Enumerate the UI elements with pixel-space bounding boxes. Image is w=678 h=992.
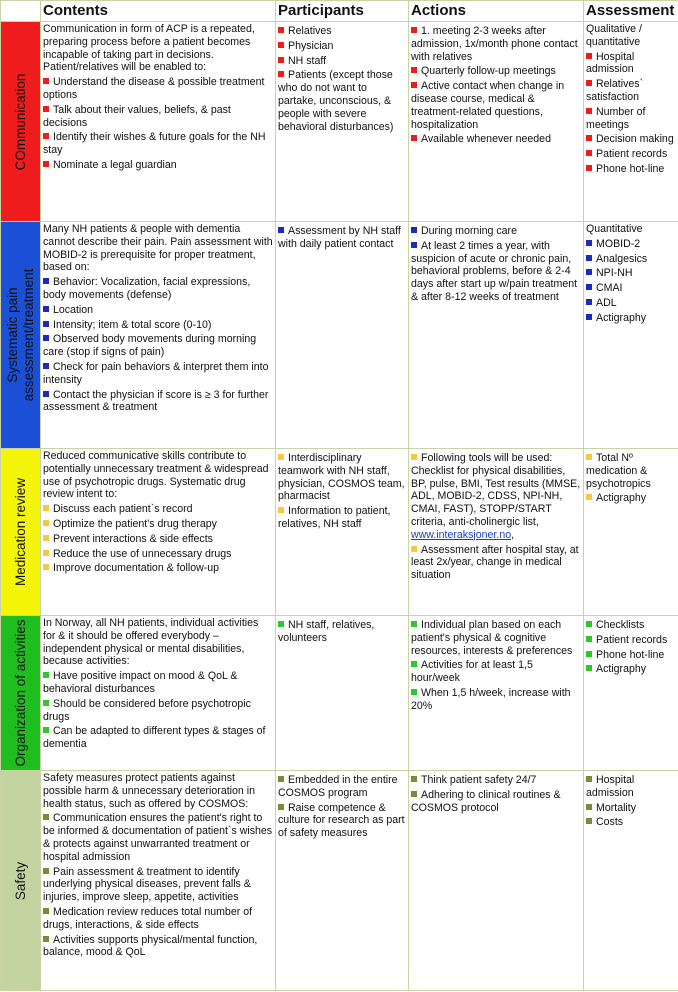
list-item — [411, 80, 581, 131]
list-item-text: CMAI — [596, 282, 623, 295]
bullet-square — [411, 242, 417, 248]
list-item-text: Adhering to clinical routines & COSMOS protocol — [411, 788, 561, 814]
assessment-intro: Qualitative / quantitative — [586, 23, 642, 48]
list-item-text: Active contact when change in disease course, medical & treatment-related questions, hospitalization — [411, 80, 565, 131]
bullet-square — [43, 672, 49, 678]
list-item-text: Available whenever needed — [421, 133, 551, 146]
bullet-square — [43, 908, 49, 914]
bullet-square — [43, 278, 49, 284]
bullet-square — [411, 454, 417, 460]
list-item — [586, 649, 676, 662]
contents-cell — [41, 222, 276, 449]
bullet-square — [278, 71, 284, 77]
list-item — [43, 76, 273, 102]
list-item — [43, 503, 273, 516]
list-item — [411, 687, 581, 713]
bullet-square — [278, 621, 284, 627]
list-item — [586, 452, 676, 490]
contents-intro: Many NH patients & people with dementia cannot describe their pain. Pain assessment with MOBID-2 is prerequisite for proper treatment, based on: — [43, 223, 273, 274]
assessment-list — [586, 238, 676, 325]
bullet-square — [586, 665, 592, 671]
bullet-square — [586, 284, 592, 290]
list-item-text: Behavior: Vocalization, facial expressions, body movements (defense) — [43, 276, 251, 301]
corner-cell — [1, 1, 41, 22]
participants-cell — [276, 616, 409, 771]
list-item — [411, 25, 581, 63]
participants-list — [278, 25, 406, 133]
band-safety — [1, 771, 41, 991]
assessment-cell — [584, 22, 678, 222]
bullet-square — [43, 727, 49, 733]
assessment-list — [586, 774, 676, 829]
list-item-text: Physician — [288, 39, 334, 52]
contents-intro: Communication in form of ACP is a repeated, preparing process before a patient becomes incapable of taking part in decisions. Patient/relatives will be enabled to: — [43, 23, 255, 74]
bullet-square — [586, 135, 592, 141]
participants-list — [278, 225, 406, 251]
bullet-square — [278, 804, 284, 810]
actions-tools-text: Following tools will be used: Checklist for physical disabilities, BP, pulse, BMI, Test results (MMSE, ADL, MOBID-2, CDSS, NPI-NH, CMAI, FAST), STOPP/START criteria, anti-cholinergic list, — [411, 452, 581, 528]
list-item-text: Activities supports physical/mental function, balance, mood & QoL — [43, 933, 258, 959]
list-item — [278, 69, 406, 133]
assessment-list — [586, 51, 676, 176]
list-item-text: Actigraphy — [596, 663, 647, 676]
bullet-square — [586, 804, 592, 810]
list-item — [586, 663, 676, 676]
list-item — [43, 906, 273, 932]
list-item — [278, 774, 406, 800]
bullet-square — [43, 550, 49, 556]
list-item-text: Total Nº medication & psychotropics — [586, 452, 651, 490]
participants-list — [278, 452, 406, 531]
participants-list — [278, 774, 406, 840]
contents-list — [43, 503, 273, 575]
bullet-square — [586, 776, 592, 782]
band-label: Organization of activities — [12, 619, 28, 767]
list-item-text: Assessment after hospital stay, at least 2x/year, change in medical situation — [411, 543, 579, 582]
list-item-text: Intensity; item & total score (0-10) — [53, 318, 212, 331]
list-item — [43, 725, 273, 751]
list-item — [586, 492, 676, 505]
contents-list — [43, 812, 273, 959]
list-item — [586, 106, 676, 132]
actions-cell — [409, 222, 584, 449]
bullet-square — [43, 78, 49, 84]
bullet-square — [43, 161, 49, 167]
bullet-square — [586, 636, 592, 642]
list-item — [586, 282, 676, 295]
bullet-square — [411, 776, 417, 782]
list-item-text: Interdisciplinary teamwork with NH staff, physician, COSMOS team, pharmacist — [278, 452, 405, 503]
bullet-square — [278, 27, 284, 33]
list-item-text: Observed body movements during morning care (stop if signs of pain) — [43, 333, 257, 359]
list-item-text: Medication review reduces total number of drugs, interactions, & side effects — [43, 905, 253, 931]
actions-link-suffix: , — [511, 528, 515, 541]
list-item — [278, 55, 406, 68]
list-item-text: Patient records — [596, 633, 668, 646]
list-item-text: Checklists — [596, 619, 645, 631]
bullet-square — [43, 363, 49, 369]
bullet-square — [43, 505, 49, 511]
list-item-text: Pain assessment & treatment to identify underlying physical diseases, prevent falls & injuries, improve sleep, appetite, activities — [43, 865, 251, 904]
bullet-square — [586, 314, 592, 320]
bullet-square — [586, 165, 592, 171]
list-item-text: Optimize the patient's drug therapy — [53, 517, 217, 530]
list-item-text: Identify their wishes & future goals for the NH stay — [43, 131, 266, 157]
list-item — [586, 51, 676, 77]
contents-cell — [41, 616, 276, 771]
header-actions: Actions — [409, 1, 584, 22]
assessment-cell — [584, 616, 678, 771]
bullet-square — [586, 108, 592, 114]
bullet-square — [43, 335, 49, 341]
list-item — [586, 774, 676, 800]
list-item — [43, 812, 273, 863]
assessment-cell — [584, 771, 678, 991]
list-item — [586, 133, 676, 146]
list-item-text: NH staff — [288, 54, 327, 67]
list-item — [411, 544, 581, 582]
actions-list — [411, 225, 581, 304]
list-item — [586, 297, 676, 310]
bullet-square — [586, 53, 592, 59]
list-item — [411, 65, 581, 78]
band-label: COmmunication — [12, 73, 28, 170]
list-item — [43, 131, 273, 157]
list-item — [278, 25, 406, 38]
list-item-text: NH staff, relatives, volunteers — [278, 619, 375, 644]
bullet-square — [411, 621, 417, 627]
band-label: Systematic pain assessment/treatment — [4, 268, 36, 402]
actions-tools-item — [411, 452, 581, 542]
list-item-text: Should be considered before psychotropic drugs — [43, 697, 251, 723]
list-item-text: Activities for at least 1,5 hour/week — [411, 659, 533, 685]
band-activities — [1, 616, 41, 771]
list-item — [43, 548, 273, 561]
list-item-text: Patients (except those who do not want to partake, unconscious, & people with severe behavioral disturbances) — [278, 69, 394, 133]
list-item-text: Prevent interactions & side effects — [53, 532, 213, 545]
row-medication — [1, 449, 678, 616]
interaksjoner-link[interactable]: www.interaksjoner.no — [411, 528, 512, 541]
bullet-square — [43, 564, 49, 570]
bullet-square — [278, 454, 284, 460]
list-item — [43, 159, 273, 172]
list-item — [411, 659, 581, 685]
bullet-square — [43, 700, 49, 706]
list-item — [586, 816, 676, 829]
list-item — [278, 225, 406, 251]
list-item-text: 1. meeting 2-3 weeks after admission, 1x/month phone contact with relatives — [411, 25, 578, 63]
list-item-text: Can be adapted to different types & stages of dementia — [43, 725, 266, 751]
contents-list — [43, 670, 273, 751]
list-item-text: Actigraphy — [596, 311, 647, 324]
bullet-square — [411, 689, 417, 695]
list-item-text: Patient records — [596, 148, 668, 161]
list-item-text: Costs — [596, 816, 624, 829]
bullet-square — [278, 507, 284, 513]
row-communication — [1, 22, 678, 222]
list-item — [586, 78, 676, 104]
band-communication — [1, 22, 41, 222]
list-item — [411, 133, 581, 146]
contents-intro: Safety measures protect patients against possible harm & unnecessary deterioration in health status, such as offered by COSMOS: — [43, 772, 255, 810]
contents-cell — [41, 771, 276, 991]
list-item-text: Mortality — [596, 801, 637, 814]
list-item — [586, 267, 676, 280]
bullet-square — [411, 27, 417, 33]
bullet-square — [586, 299, 592, 305]
list-item-text: Raise competence & culture for research as part of safety measures — [278, 801, 405, 840]
bullet-square — [586, 818, 592, 824]
list-item-text: Communication ensures the patient's right to be informed & documentation of patient`s wishes & protects against unwarranted treatment or hospital admission — [43, 812, 273, 863]
list-item — [586, 148, 676, 161]
bullet-square — [411, 227, 417, 233]
participants-cell — [276, 22, 409, 222]
list-item-text: NPI-NH — [596, 267, 633, 280]
band-label: Medication review — [12, 477, 28, 587]
list-item-text: Nominate a legal guardian — [53, 158, 177, 171]
list-item — [43, 319, 273, 332]
participants-cell — [276, 449, 409, 616]
bullet-square — [411, 82, 417, 88]
contents-cell — [41, 449, 276, 616]
list-item-text: Have positive impact on mood & QoL & behavioral disturbances — [43, 670, 238, 695]
list-item — [43, 276, 273, 302]
list-item — [278, 619, 406, 645]
bullet-square — [43, 535, 49, 541]
list-item-text: Reduce the use of unnecessary drugs — [53, 547, 232, 560]
list-item — [411, 240, 581, 304]
bullet-square — [586, 150, 592, 156]
list-item-text: Phone hot-line — [596, 162, 665, 175]
list-item-text: Number of meetings — [586, 105, 646, 131]
list-item-text: MOBID-2 — [596, 237, 641, 250]
actions-cell — [409, 22, 584, 222]
actions-cell — [409, 616, 584, 771]
list-item — [278, 505, 406, 531]
list-item — [586, 619, 676, 632]
list-item — [586, 312, 676, 325]
bullet-square — [278, 227, 284, 233]
actions-list — [411, 544, 581, 582]
contents-list — [43, 276, 273, 414]
actions-list — [411, 25, 581, 146]
bullet-square — [43, 306, 49, 312]
list-item-text: Relatives` satisfaction — [586, 78, 644, 103]
bullet-square — [43, 391, 49, 397]
contents-intro: In Norway, all NH patients, individual activities for & it should be offered everybody – independent physical or mental disabilities, because activities: — [43, 617, 259, 668]
bullet-square — [586, 80, 592, 86]
list-item-text: Talk about their values, beliefs, & past decisions — [43, 103, 231, 129]
band-pain — [1, 222, 41, 449]
list-item-text: Location — [53, 303, 94, 316]
header-contents: Contents — [41, 1, 276, 22]
list-item-text: Decision making — [596, 133, 674, 146]
list-item-text: Hospital admission — [586, 50, 635, 76]
header-row — [1, 1, 678, 22]
contents-list — [43, 76, 273, 172]
bullet-square — [43, 106, 49, 112]
list-item-text: Understand the disease & possible treatment options — [43, 76, 265, 101]
contents-cell — [41, 22, 276, 222]
list-item — [43, 389, 273, 415]
bullet-square — [278, 776, 284, 782]
bullet-square — [43, 936, 49, 942]
list-item — [411, 789, 581, 815]
assessment-list — [586, 452, 676, 505]
bullet-square — [43, 814, 49, 820]
bullet-square — [586, 494, 592, 500]
header-participants: Participants — [276, 1, 409, 22]
row-pain — [1, 222, 678, 449]
participants-cell — [276, 222, 409, 449]
list-item — [278, 40, 406, 53]
list-item — [43, 304, 273, 317]
list-item — [411, 774, 581, 787]
assessment-cell — [584, 222, 678, 449]
list-item — [43, 333, 273, 359]
list-item — [43, 533, 273, 546]
header-assessment: Assessment — [584, 1, 678, 22]
list-item-text: ADL — [596, 296, 617, 309]
list-item-text: At least 2 times a year, with suspicion of acute or chronic pain, behavioral problems, before & 2-4 days after start up w/pain treatment & after 8-12 weeks of treatment — [411, 239, 578, 303]
list-item-text: Discuss each patient`s record — [53, 503, 193, 516]
band-medication — [1, 449, 41, 616]
list-item-text: Check for pain behaviors & interpret them into intensity — [43, 360, 269, 386]
list-item — [278, 452, 406, 503]
bullet-square — [278, 42, 284, 48]
list-item-text: Analgesics — [596, 252, 648, 265]
list-item — [586, 238, 676, 251]
contents-intro: Reduced communicative skills contribute to potentially unnecessary treatment & widespread use of psychotropic drugs. Systematic drug review intent to: — [43, 450, 269, 501]
bullet-square — [43, 133, 49, 139]
bullet-square — [411, 661, 417, 667]
bullet-square — [586, 621, 592, 627]
list-item — [43, 934, 273, 960]
list-item — [43, 698, 273, 724]
list-item-text: Individual plan based on each patient's physical & cognitive resources, interests & preferences — [411, 619, 573, 657]
actions-list — [411, 619, 581, 713]
list-item-text: Think patient safety 24/7 — [421, 774, 537, 786]
list-item — [586, 802, 676, 815]
list-item — [43, 562, 273, 575]
list-item-text: Improve documentation & follow-up — [53, 562, 220, 575]
list-item-text: When 1,5 h/week, increase with 20% — [411, 686, 571, 712]
assessment-list — [586, 619, 676, 676]
bullet-square — [586, 454, 592, 460]
list-item-text: Relatives — [288, 25, 332, 37]
list-item — [586, 163, 676, 176]
bullet-square — [278, 57, 284, 63]
list-item-text: Hospital admission — [586, 774, 635, 799]
bullet-square — [586, 255, 592, 261]
actions-cell — [409, 449, 584, 616]
list-item — [278, 802, 406, 840]
row-safety — [1, 771, 678, 991]
bullet-square — [43, 868, 49, 874]
list-item-text: During morning care — [421, 225, 517, 237]
list-item-text: Actigraphy — [596, 492, 647, 505]
bullet-square — [43, 321, 49, 327]
bullet-square — [586, 269, 592, 275]
participants-cell — [276, 771, 409, 991]
list-item — [43, 866, 273, 904]
list-item-text: Assessment by NH staff with daily patient contact — [278, 225, 401, 250]
list-item-text: Quarterly follow-up meetings — [421, 65, 556, 78]
bullet-square — [586, 651, 592, 657]
list-item — [43, 104, 273, 130]
participants-list — [278, 619, 406, 645]
assessment-intro: Quantitative — [586, 223, 643, 235]
list-item — [43, 670, 273, 696]
list-item — [411, 225, 581, 238]
actions-list — [411, 774, 581, 814]
list-item-text: Contact the physician if score is ≥ 3 for further assessment & treatment — [43, 388, 269, 414]
list-item — [43, 518, 273, 531]
bullet-square — [411, 67, 417, 73]
bullet-square — [586, 240, 592, 246]
list-item — [586, 253, 676, 266]
list-item-text: Phone hot-line — [596, 648, 665, 661]
band-label: Safety — [12, 861, 28, 900]
bullet-square — [411, 791, 417, 797]
list-item-text: Embedded in the entire COSMOS program — [278, 774, 398, 799]
list-item — [586, 634, 676, 647]
bullet-square — [411, 135, 417, 141]
row-activities — [1, 616, 678, 771]
list-item-text: Information to patient, relatives, NH staff — [278, 505, 391, 530]
assessment-cell — [584, 449, 678, 616]
bullet-square — [411, 546, 417, 552]
list-item — [43, 361, 273, 387]
bullet-square — [43, 520, 49, 526]
actions-cell — [409, 771, 584, 991]
list-item — [411, 619, 581, 657]
